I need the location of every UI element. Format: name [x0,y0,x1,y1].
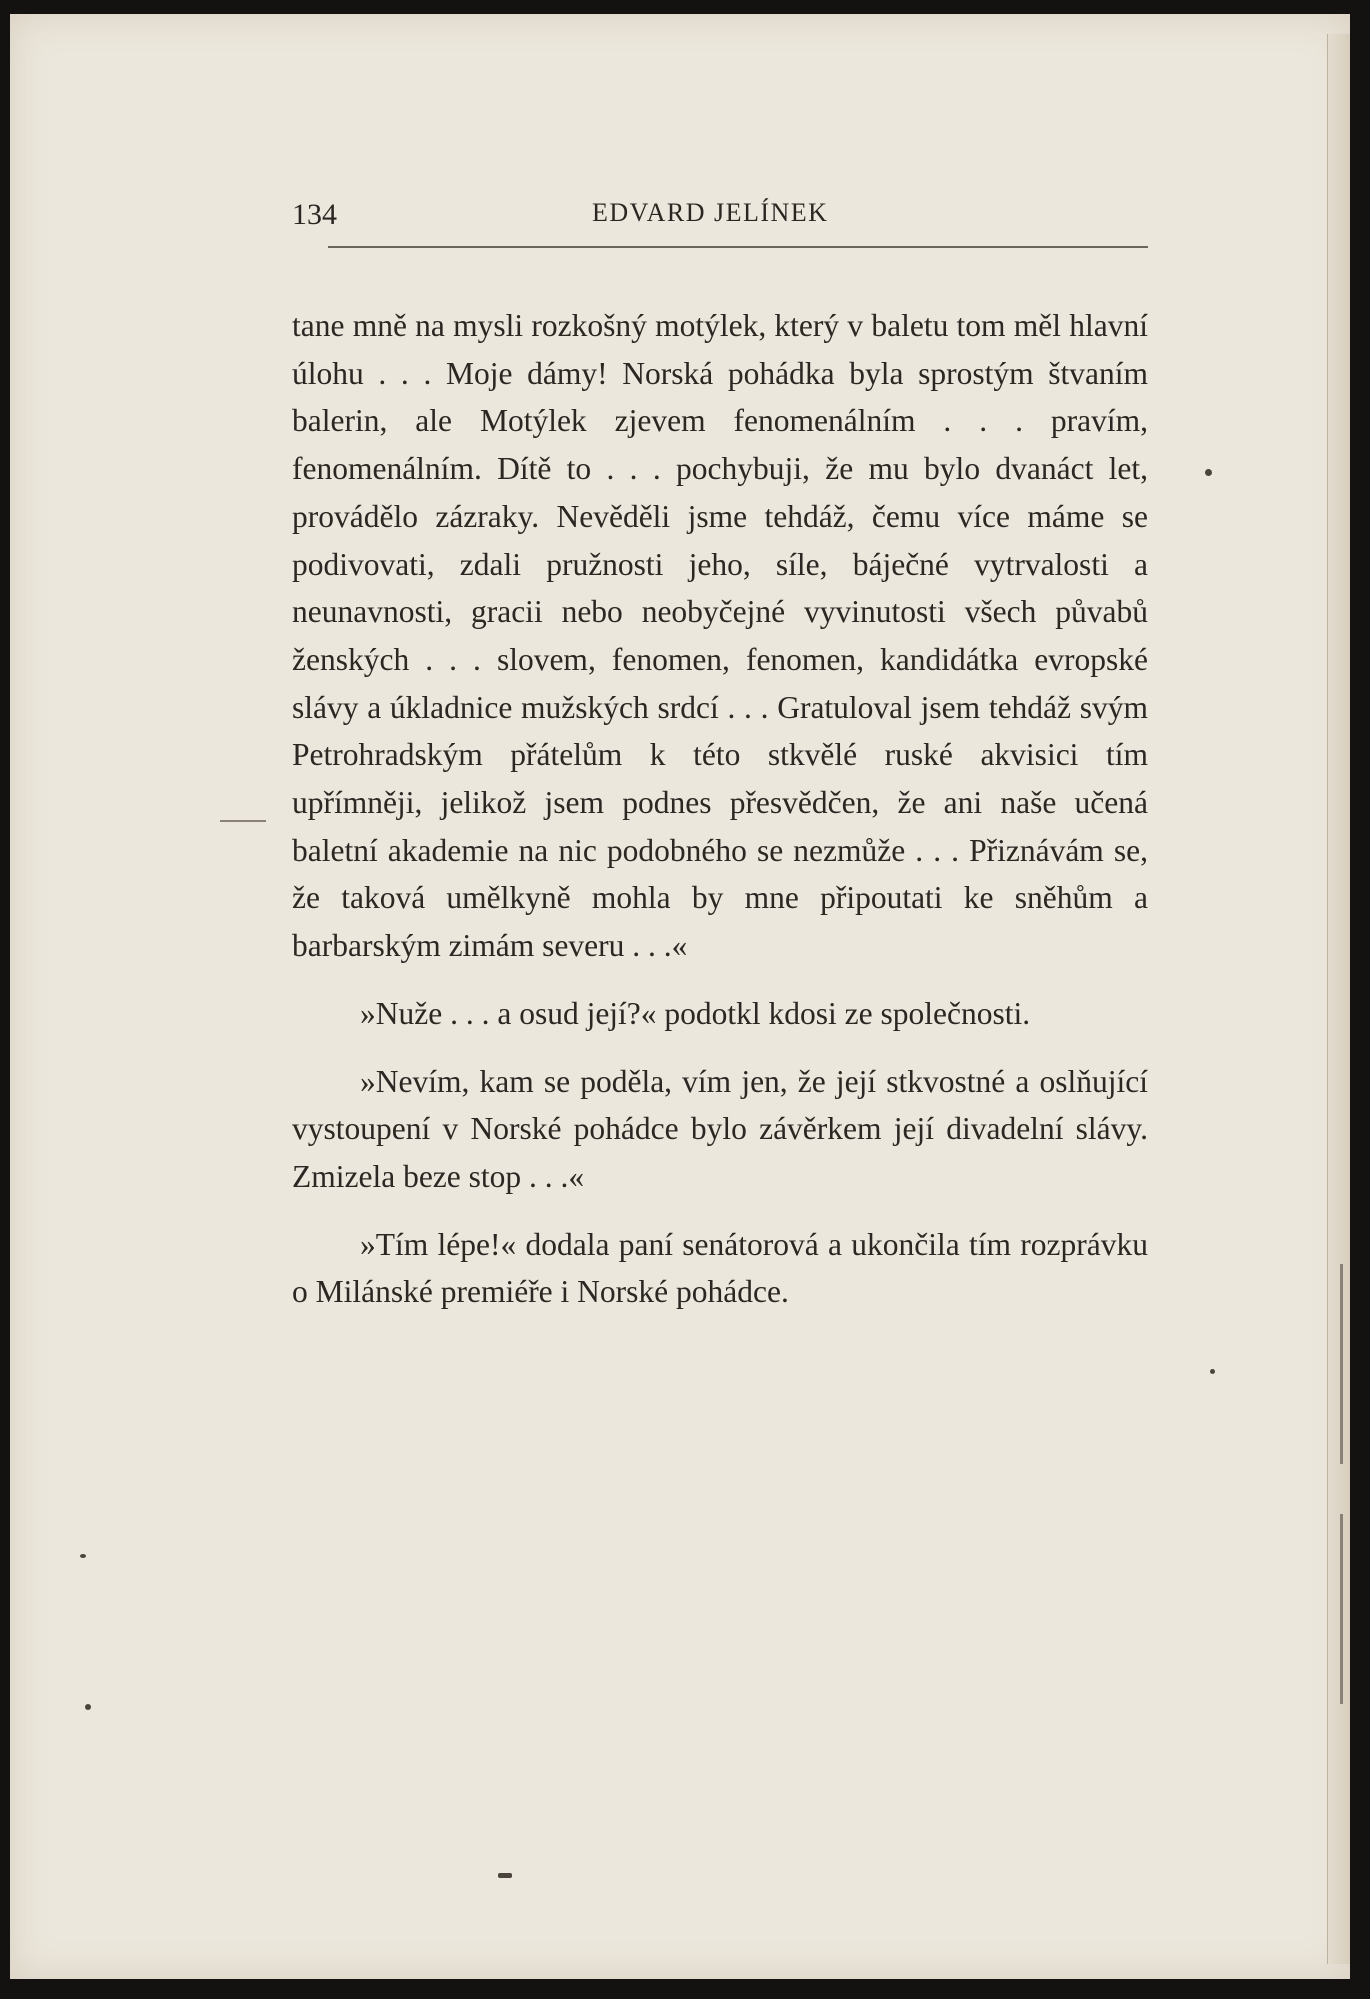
page-edge [1327,34,1350,1964]
page-number: 134 [292,198,337,231]
paragraph: »Tím lépe!« dodala paní senátorová a ukončila tím rozprávku o Milánské premiéře i Norské pohádce. [292,1226,1148,1310]
paper-speck [1210,1369,1215,1374]
paragraph: tane mně na mysli rozkošný motýlek, který v baletu tom měl hlavní úlohu . . . Moje dámy! Norská pohádka byla sprostým štvaním balerin, ale Motýlek zjevem fenomenálním . . . pravím, fenomenálním. Dítě to . . . pochybuji, že mu bylo dvanáct let, provádělo zázraky. Nevěděli jsme tehdáž, čemu více máme se podivovati, zdali pružnosti jeho, síle, báječné vytrvalosti a neunavnosti, gracii nebo neobyčejné vyvinutosti všech půvabů ženských . . . slovem, fenomen, fenomen, kandidátka evropské slávy a úkladnice mužských srdcí . . . Gratuloval jsem tehdáž svým Petrohradským přátelům k této stkvělé ruské akvisici tím upřímněji, jelikož jsem podnes přesvědčen, že ani naše učená baletní akademie na nic podobného se nezmůže . . . Přiznávám se, že taková umělkyně mohla by mne připoutati ke sněhům a barbarským zimám severu . . .« [292,308,1148,964]
margin-mark [1340,1514,1343,1704]
paper-speck [85,1704,91,1710]
paragraph: »Nuže . . . a osud její?« podotkl kdosi ze společnosti. [360,995,1031,1031]
margin-mark [220,820,266,822]
paper-speck [1205,469,1212,476]
body-text [292,302,1148,1316]
paragraph: »Nevím, kam se poděla, vím jen, že její stkvostné a oslňující vystoupení v Norské pohádce bylo závěrkem její divadelní slávy. Zmizela beze stop . . .« [292,1063,1148,1194]
margin-mark [1340,1264,1343,1464]
paper-speck [498,1873,512,1878]
running-head: EDVARD JELÍNEK [592,198,829,227]
paper-speck [80,1554,86,1558]
header-rule [328,246,1148,248]
page-header [282,180,1148,250]
